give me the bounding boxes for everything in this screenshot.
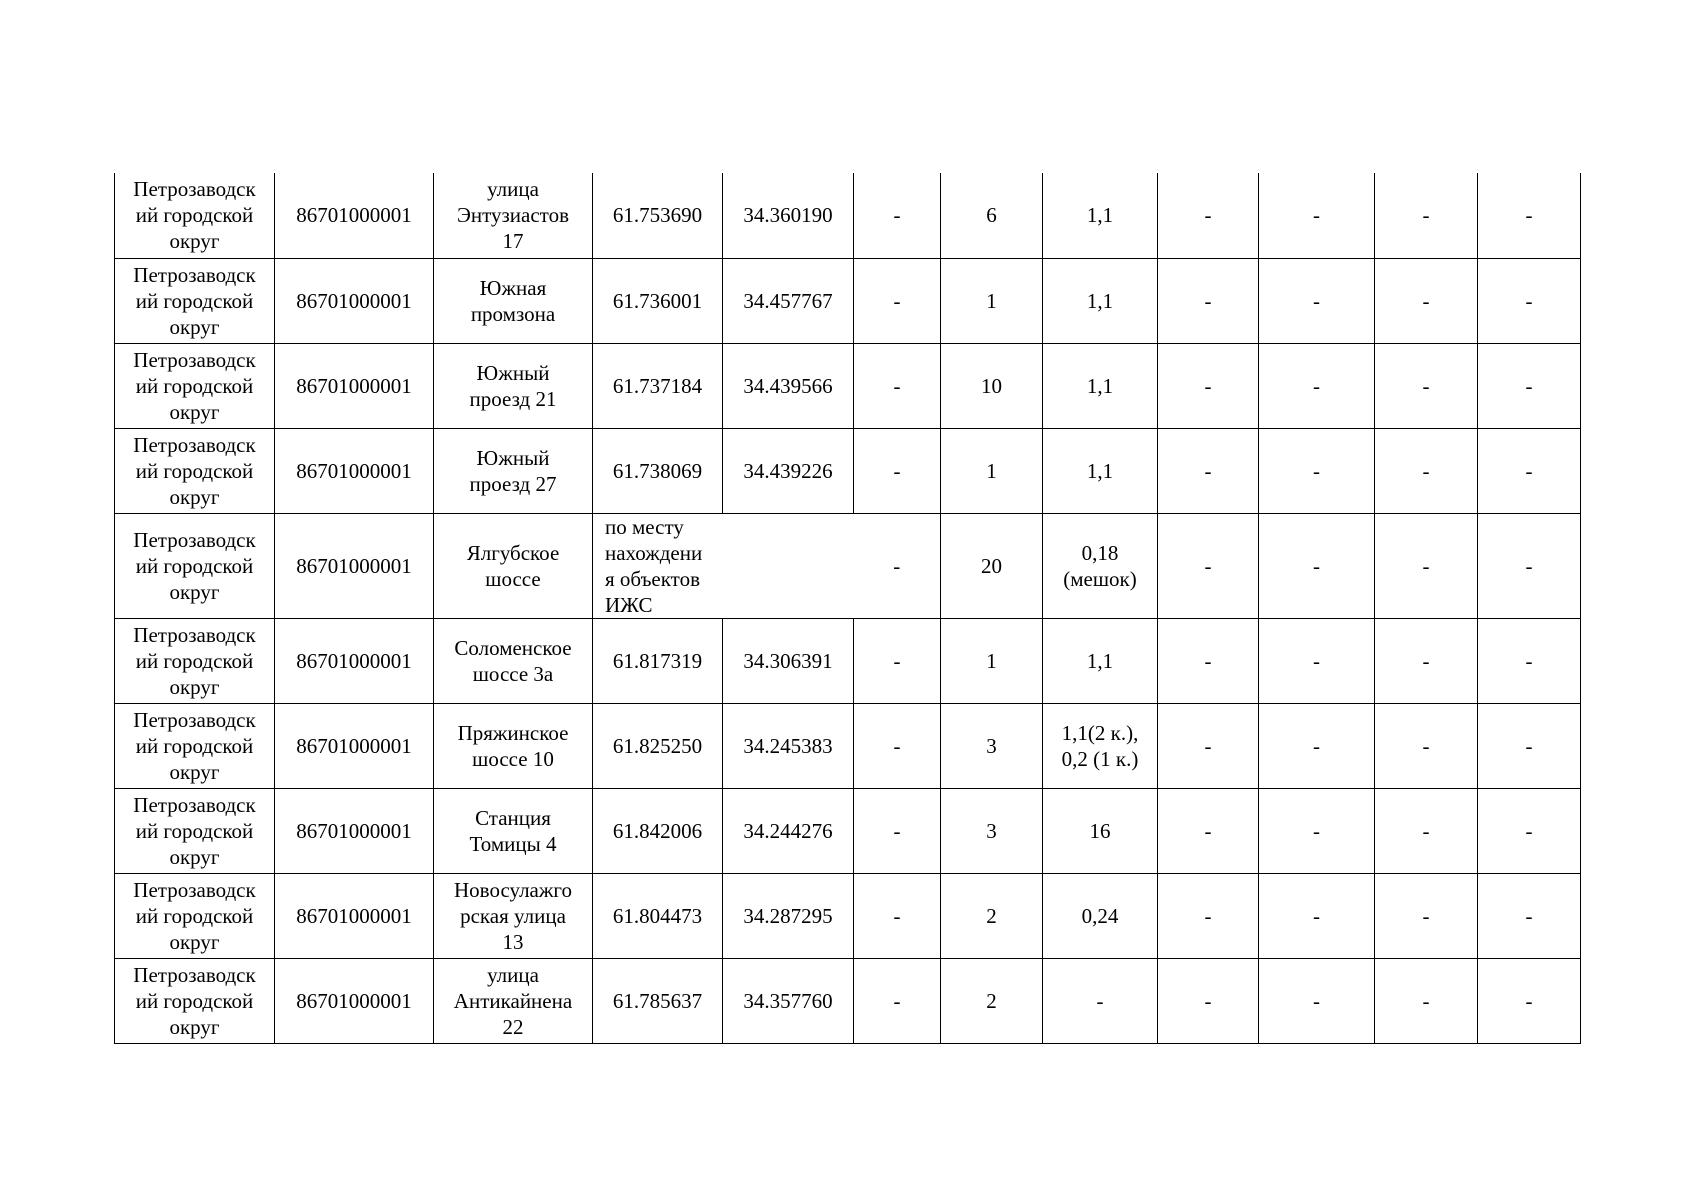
- empty-value-cell: -: [1158, 428, 1259, 513]
- container-volume-cell: [1043, 703, 1158, 788]
- container-count-cell: 2: [941, 958, 1043, 1043]
- address-cell-line: Ялгубское: [466, 540, 560, 565]
- municipality-cell-line: ий городской: [135, 988, 254, 1013]
- latitude-cell: 61.736001: [593, 258, 723, 343]
- empty-value-cell: -: [1375, 343, 1478, 428]
- latitude-cell: 61.785637: [593, 958, 723, 1043]
- empty-value-cell: -: [1259, 703, 1375, 788]
- address-cell-line: промзона: [470, 301, 556, 326]
- municipality-cell: [115, 513, 275, 618]
- empty-value-cell: -: [854, 788, 941, 873]
- municipality-cell-line: ий городской: [135, 373, 254, 398]
- container-volume-cell-line: -: [1096, 988, 1104, 1013]
- empty-value-cell: -: [854, 618, 941, 703]
- municipality-cell: [115, 958, 275, 1043]
- table-row: [115, 428, 1581, 513]
- municipality-cell-line: ий городской: [135, 553, 254, 578]
- container-count-cell: 2: [941, 873, 1043, 958]
- empty-value-cell: -: [854, 703, 941, 788]
- table-row: [115, 958, 1581, 1043]
- address-cell: [434, 258, 593, 343]
- municipality-cell-line: округ: [169, 844, 220, 869]
- empty-value-cell: -: [1478, 788, 1581, 873]
- oktmo-cell: 86701000001: [275, 173, 434, 258]
- empty-value-cell: -: [1158, 873, 1259, 958]
- table-row: [115, 618, 1581, 703]
- location-note-cell-line: ИЖС: [605, 592, 653, 617]
- empty-value-cell: -: [854, 958, 941, 1043]
- latitude-cell: 61.738069: [593, 428, 723, 513]
- empty-value-cell: -: [1478, 703, 1581, 788]
- empty-value-cell: -: [854, 258, 941, 343]
- container-volume-cell-line: 1,1(2 к.),: [1061, 720, 1139, 745]
- container-volume-cell-line: (мешок): [1063, 566, 1137, 591]
- oktmo-cell: 86701000001: [275, 873, 434, 958]
- registry-table: [114, 173, 1581, 1044]
- municipality-cell: [115, 258, 275, 343]
- empty-value-cell: -: [1375, 513, 1478, 618]
- empty-value-cell: -: [1478, 618, 1581, 703]
- empty-value-cell: -: [854, 173, 941, 258]
- municipality-cell-line: Петрозаводск: [133, 262, 256, 287]
- municipality-cell-line: Петрозаводск: [133, 432, 256, 457]
- empty-value-cell: -: [1478, 343, 1581, 428]
- container-volume-cell-line: 0,24: [1081, 903, 1119, 928]
- container-volume-cell-line: 0,2 (1 к.): [1061, 746, 1139, 771]
- oktmo-cell: 86701000001: [275, 618, 434, 703]
- municipality-cell-line: Петрозаводск: [133, 347, 256, 372]
- container-volume-cell: [1043, 788, 1158, 873]
- municipality-cell-line: округ: [169, 484, 220, 509]
- container-volume-cell: [1043, 873, 1158, 958]
- municipality-cell-line: ий городской: [135, 288, 254, 313]
- empty-value-cell: -: [854, 428, 941, 513]
- address-cell-line: проезд 21: [469, 386, 557, 411]
- container-volume-cell: [1043, 958, 1158, 1043]
- table-row: [115, 258, 1581, 343]
- empty-value-cell: -: [1259, 958, 1375, 1043]
- empty-value-cell: -: [854, 513, 941, 618]
- address-cell-line: Томицы 4: [469, 831, 557, 856]
- container-volume-cell-line: 1,1: [1086, 648, 1114, 673]
- longitude-cell: 34.287295: [723, 873, 854, 958]
- municipality-cell: [115, 343, 275, 428]
- empty-value-cell: -: [1158, 343, 1259, 428]
- municipality-cell-line: Петрозаводск: [133, 962, 256, 987]
- address-cell: [434, 788, 593, 873]
- municipality-cell-line: Петрозаводск: [133, 527, 256, 552]
- address-cell-line: шоссе 10: [472, 746, 554, 771]
- empty-value-cell: -: [1478, 428, 1581, 513]
- address-cell-line: 13: [502, 929, 524, 954]
- oktmo-cell: 86701000001: [275, 958, 434, 1043]
- container-count-cell: 1: [941, 258, 1043, 343]
- municipality-cell-line: округ: [169, 759, 220, 784]
- container-volume-cell: [1043, 173, 1158, 258]
- address-cell-line: 17: [502, 229, 524, 254]
- latitude-cell: 61.817319: [593, 618, 723, 703]
- municipality-cell-line: округ: [169, 929, 220, 954]
- address-cell-line: Новосулажго: [454, 877, 572, 902]
- address-cell-line: Южная: [479, 275, 547, 300]
- container-count-cell: 6: [941, 173, 1043, 258]
- municipality-cell-line: ий городской: [135, 203, 254, 228]
- municipality-cell-line: ий городской: [135, 458, 254, 483]
- address-cell: [434, 873, 593, 958]
- empty-value-cell: -: [1259, 513, 1375, 618]
- empty-value-cell: -: [1375, 258, 1478, 343]
- latitude-cell: 61.842006: [593, 788, 723, 873]
- longitude-cell: 34.439566: [723, 343, 854, 428]
- container-volume-cell: [1043, 513, 1158, 618]
- container-volume-cell-line: 16: [1089, 818, 1111, 843]
- container-count-cell: 1: [941, 428, 1043, 513]
- empty-value-cell: -: [1259, 873, 1375, 958]
- table-row: [115, 513, 1581, 618]
- empty-value-cell: -: [1158, 703, 1259, 788]
- oktmo-cell: 86701000001: [275, 513, 434, 618]
- municipality-cell-line: округ: [169, 314, 220, 339]
- container-count-cell: 3: [941, 788, 1043, 873]
- empty-value-cell: -: [1158, 788, 1259, 873]
- municipality-cell-line: округ: [169, 674, 220, 699]
- address-cell: [434, 618, 593, 703]
- container-volume-cell: [1043, 343, 1158, 428]
- latitude-cell: 61.737184: [593, 343, 723, 428]
- municipality-cell: [115, 618, 275, 703]
- address-cell: [434, 343, 593, 428]
- empty-value-cell: -: [1478, 873, 1581, 958]
- container-volume-cell-line: 1,1: [1086, 373, 1114, 398]
- empty-value-cell: -: [1478, 513, 1581, 618]
- container-volume-cell-line: 1,1: [1086, 203, 1114, 228]
- longitude-cell: 34.306391: [723, 618, 854, 703]
- empty-value-cell: -: [1375, 618, 1478, 703]
- municipality-cell-line: округ: [169, 579, 220, 604]
- empty-value-cell: -: [1158, 173, 1259, 258]
- container-count-cell: 3: [941, 703, 1043, 788]
- municipality-cell: [115, 173, 275, 258]
- empty-value-cell: -: [1259, 173, 1375, 258]
- municipality-cell-line: ий городской: [135, 648, 254, 673]
- longitude-cell: 34.357760: [723, 958, 854, 1043]
- address-cell-line: Южный: [476, 360, 550, 385]
- empty-value-cell: -: [1375, 958, 1478, 1043]
- container-volume-cell-line: 1,1: [1086, 288, 1114, 313]
- empty-value-cell: -: [1259, 788, 1375, 873]
- municipality-cell: [115, 428, 275, 513]
- municipality-cell-line: округ: [169, 1014, 220, 1039]
- empty-value-cell: -: [1375, 173, 1478, 258]
- municipality-cell-line: Петрозаводск: [133, 877, 256, 902]
- municipality-cell-line: Петрозаводск: [133, 792, 256, 817]
- municipality-cell-line: округ: [169, 399, 220, 424]
- address-cell: [434, 703, 593, 788]
- empty-value-cell: -: [1259, 428, 1375, 513]
- address-cell-line: шоссе: [485, 566, 541, 591]
- container-count-cell: 1: [941, 618, 1043, 703]
- location-note-cell: [593, 513, 854, 618]
- empty-value-cell: -: [1158, 258, 1259, 343]
- longitude-cell: 34.244276: [723, 788, 854, 873]
- municipality-cell-line: ий городской: [135, 818, 254, 843]
- container-volume-cell-line: 0,18: [1081, 540, 1119, 565]
- address-cell: [434, 958, 593, 1043]
- table-body: [115, 173, 1581, 1043]
- address-cell-line: рская улица: [460, 903, 566, 928]
- location-note-cell-line: я объектов: [605, 566, 700, 591]
- empty-value-cell: -: [1259, 258, 1375, 343]
- container-volume-cell: [1043, 428, 1158, 513]
- table-row: [115, 873, 1581, 958]
- address-cell-line: Станция: [475, 805, 551, 830]
- address-cell-line: улица: [487, 177, 539, 202]
- latitude-cell: 61.753690: [593, 173, 723, 258]
- container-volume-cell: [1043, 618, 1158, 703]
- empty-value-cell: -: [854, 343, 941, 428]
- oktmo-cell: 86701000001: [275, 788, 434, 873]
- address-cell-line: Антикайнена: [453, 988, 573, 1013]
- oktmo-cell: 86701000001: [275, 428, 434, 513]
- address-cell: [434, 513, 593, 618]
- location-note-cell-line: нахождени: [605, 540, 703, 565]
- table-row: [115, 343, 1581, 428]
- container-count-cell: 10: [941, 343, 1043, 428]
- address-cell-line: проезд 27: [469, 471, 557, 496]
- table-row: [115, 703, 1581, 788]
- oktmo-cell: 86701000001: [275, 258, 434, 343]
- empty-value-cell: -: [854, 873, 941, 958]
- longitude-cell: 34.439226: [723, 428, 854, 513]
- municipality-cell-line: ий городской: [135, 733, 254, 758]
- municipality-cell-line: Петрозаводск: [133, 177, 256, 202]
- table-row: [115, 788, 1581, 873]
- municipality-cell: [115, 703, 275, 788]
- municipality-cell-line: Петрозаводск: [133, 622, 256, 647]
- address-cell-line: улица: [487, 962, 539, 987]
- empty-value-cell: -: [1375, 703, 1478, 788]
- longitude-cell: 34.360190: [723, 173, 854, 258]
- empty-value-cell: -: [1375, 788, 1478, 873]
- container-volume-cell: [1043, 258, 1158, 343]
- empty-value-cell: -: [1478, 258, 1581, 343]
- address-cell-line: шоссе 3а: [472, 661, 554, 686]
- empty-value-cell: -: [1158, 513, 1259, 618]
- empty-value-cell: -: [1158, 618, 1259, 703]
- empty-value-cell: -: [1478, 173, 1581, 258]
- oktmo-cell: 86701000001: [275, 343, 434, 428]
- empty-value-cell: -: [1375, 428, 1478, 513]
- longitude-cell: 34.457767: [723, 258, 854, 343]
- address-cell-line: Южный: [476, 445, 550, 470]
- container-count-cell: 20: [941, 513, 1043, 618]
- municipality-cell-line: Петрозаводск: [133, 707, 256, 732]
- municipality-cell: [115, 873, 275, 958]
- address-cell-line: 22: [502, 1014, 524, 1039]
- empty-value-cell: -: [1259, 618, 1375, 703]
- oktmo-cell: 86701000001: [275, 703, 434, 788]
- table-row: [115, 173, 1581, 258]
- address-cell: [434, 428, 593, 513]
- latitude-cell: 61.804473: [593, 873, 723, 958]
- empty-value-cell: -: [1375, 873, 1478, 958]
- empty-value-cell: -: [1478, 958, 1581, 1043]
- longitude-cell: 34.245383: [723, 703, 854, 788]
- address-cell-line: Пряжинское: [457, 720, 569, 745]
- location-note-cell-line: по месту: [605, 514, 684, 539]
- empty-value-cell: -: [1158, 958, 1259, 1043]
- latitude-cell: 61.825250: [593, 703, 723, 788]
- municipality-cell-line: ий городской: [135, 903, 254, 928]
- address-cell-line: Соломенское: [454, 635, 572, 660]
- address-cell-line: Энтузиастов: [457, 203, 569, 228]
- municipality-cell: [115, 788, 275, 873]
- municipality-cell-line: округ: [169, 229, 220, 254]
- address-cell: [434, 173, 593, 258]
- empty-value-cell: -: [1259, 343, 1375, 428]
- container-volume-cell-line: 1,1: [1086, 458, 1114, 483]
